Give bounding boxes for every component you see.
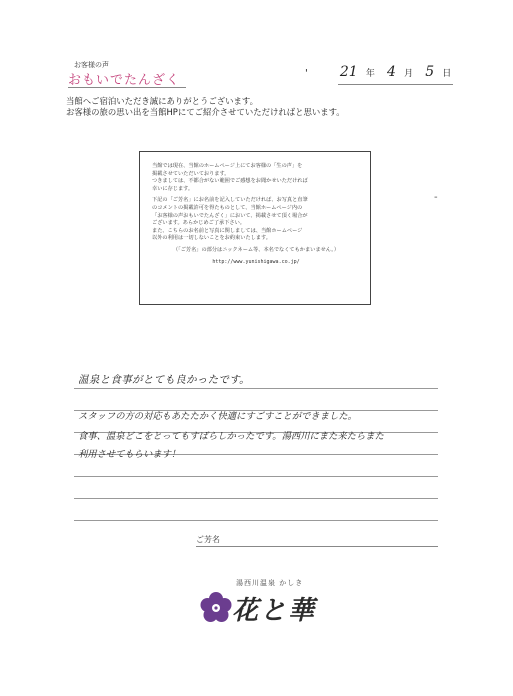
signature-line	[196, 546, 438, 547]
brand-tagline: 湯西川温泉 かしき	[236, 579, 304, 587]
notice-line: 以外の利用は一切しないことをお約束いたします。	[152, 235, 271, 242]
date-day-label: 日	[442, 69, 452, 79]
date-day: 5	[425, 64, 435, 80]
nickname-note: （「ご芳名」の部分はニックネーム等、本名でなくてもかまいません。）	[172, 246, 340, 253]
comment-line-1: 温泉と食事がとても良かったです。	[78, 374, 250, 386]
comment-line-2: スタッフの方の対応もあたたかく快適にすごすことができました。	[78, 411, 357, 422]
date-month: 4	[387, 64, 396, 80]
intro-line-2: お客様の旅の思い出を当館HPにてご紹介させていただければと思います。	[66, 107, 345, 117]
title-underline	[68, 87, 186, 88]
notice-paragraph-2	[152, 197, 360, 243]
date-underline	[338, 84, 453, 85]
intro-text	[66, 96, 345, 118]
comment-line-3: 食事、温泉どこをとってもすばらしかったです。湯西川にまた来たらまた	[78, 431, 384, 442]
comment-rule	[74, 476, 438, 477]
notice-line: 「お客様の声おもいでたんざく」において、掲載させて頂く場合が	[152, 212, 308, 219]
page-title: おもいでたんざく	[68, 73, 181, 88]
notice-line: 幸いに存じます。	[152, 185, 194, 192]
date-year-label: 年	[365, 69, 375, 79]
intro-line-1: 当館へご宿泊いただき誠にありがとうございます。	[66, 96, 258, 106]
flower-logo-icon	[196, 588, 236, 628]
notice-line: 掲載させていただいております。	[152, 170, 230, 177]
comment-rule	[74, 498, 438, 499]
notice-box	[139, 151, 371, 305]
comment-line-4: 利用させてもらいます！	[78, 449, 181, 460]
notice-line: 当館では現在、当館のホームページ上にてお客様の「生の声」を	[152, 163, 303, 169]
website-url: http://www.yunishigawa.co.jp/	[212, 258, 300, 265]
notice-line: のコメントの掲載許可を得たものとして、当館ホームページ内の	[152, 204, 303, 211]
margin-mark: -	[434, 192, 438, 203]
brand-name: 花と華	[232, 596, 317, 626]
tick-mark: '	[305, 68, 308, 79]
notice-line: ございます。あらかじめご了承下さい。	[152, 220, 245, 227]
header-subtitle: お客様の声	[74, 61, 109, 69]
notice-paragraph-1	[152, 163, 360, 193]
notice-line: 下記の「ご芳名」にお名前を記入していただければ、お写真と直筆	[152, 197, 308, 204]
notice-line: つきましては、不都合がない範囲でご感想をお聞かせいただければ	[152, 178, 308, 185]
comment-rule	[74, 388, 438, 389]
notice-line: また、こちらのお名前と写真に関しましては、当館ホームページ	[152, 227, 303, 234]
date-year: 21	[339, 64, 358, 80]
signature-label: ご芳名	[196, 535, 220, 544]
date-field	[305, 64, 457, 80]
comment-rule	[74, 520, 438, 521]
date-month-label: 月	[404, 69, 414, 79]
